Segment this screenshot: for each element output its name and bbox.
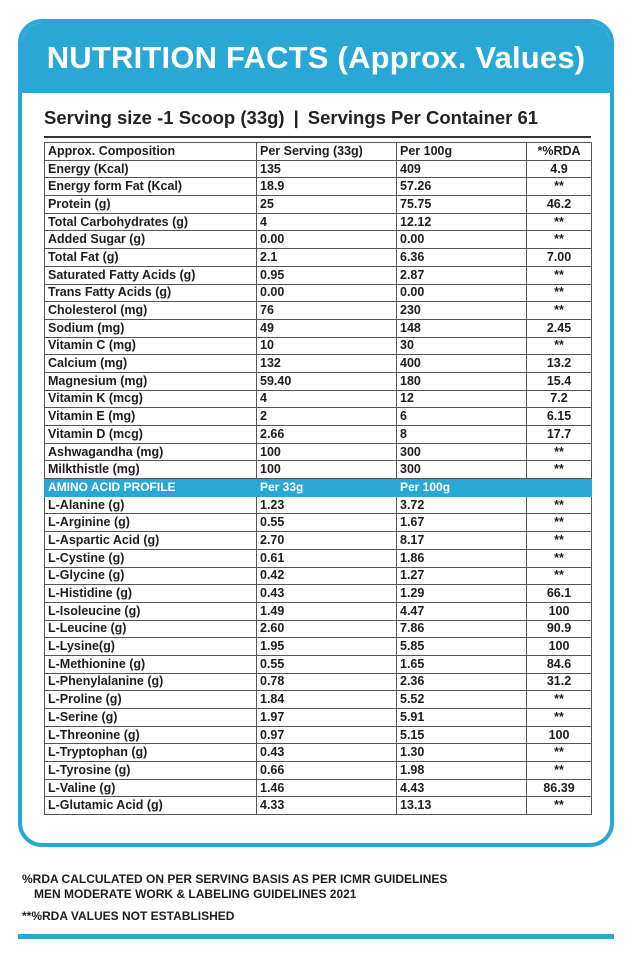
composition-cell: L-Glutamic Acid (g): [45, 797, 257, 815]
per-serving-cell: 2.60: [257, 620, 397, 638]
per-100g-cell: 6.36: [397, 249, 527, 267]
amino-acid-row: [45, 602, 592, 620]
per-serving-cell: 2.70: [257, 532, 397, 550]
composition-cell: Vitamin D (mcg): [45, 426, 257, 444]
rda-cell: **: [527, 567, 592, 585]
per-serving-cell: 4.33: [257, 797, 397, 815]
composition-cell: Protein (g): [45, 196, 257, 214]
composition-cell: Calcium (mg): [45, 355, 257, 373]
per-100g-cell: 148: [397, 319, 527, 337]
amino-acid-row: [45, 496, 592, 514]
per-serving-cell: 25: [257, 196, 397, 214]
amino-acid-row: [45, 726, 592, 744]
footnote-not-established: **%RDA VALUES NOT ESTABLISHED: [22, 909, 235, 923]
table-row: [45, 461, 592, 479]
composition-cell: L-Lysine(g): [45, 638, 257, 656]
rda-cell: **: [527, 797, 592, 815]
per-serving-cell: 135: [257, 160, 397, 178]
per-serving-cell: 18.9: [257, 178, 397, 196]
amino-acid-row: [45, 762, 592, 780]
table-row: [45, 213, 592, 231]
composition-cell: Total Carbohydrates (g): [45, 213, 257, 231]
rda-cell: 13.2: [527, 355, 592, 373]
composition-cell: L-Aspartic Acid (g): [45, 532, 257, 550]
rda-cell: **: [527, 744, 592, 762]
rda-cell: **: [527, 514, 592, 532]
rda-cell: **: [527, 284, 592, 302]
rda-cell: **: [527, 213, 592, 231]
composition-cell: L-Threonine (g): [45, 726, 257, 744]
per-100g-cell: 8.17: [397, 532, 527, 550]
rda-cell: **: [527, 762, 592, 780]
per-serving-cell: 0.97: [257, 726, 397, 744]
per-serving-cell: 132: [257, 355, 397, 373]
table-row: [45, 372, 592, 390]
per-100g-cell: 57.26: [397, 178, 527, 196]
per-serving-cell: 100: [257, 461, 397, 479]
per-serving-cell: 2: [257, 408, 397, 426]
per-100g-cell: 1.86: [397, 549, 527, 567]
per-serving-cell: 59.40: [257, 372, 397, 390]
table-header-row: [45, 143, 592, 161]
per-100g-cell: 400: [397, 355, 527, 373]
amino-acid-row: [45, 532, 592, 550]
composition-cell: L-Tyrosine (g): [45, 762, 257, 780]
rda-cell: **: [527, 443, 592, 461]
rda-cell: 31.2: [527, 673, 592, 691]
composition-cell: Total Fat (g): [45, 249, 257, 267]
per-serving-cell: 10: [257, 337, 397, 355]
rda-cell: 100: [527, 638, 592, 656]
table-row: [45, 249, 592, 267]
per-100g-cell: 12: [397, 390, 527, 408]
amino-acid-row: [45, 585, 592, 603]
composition-cell: L-Serine (g): [45, 709, 257, 727]
table-row: [45, 319, 592, 337]
per-100g-cell: 4.47: [397, 602, 527, 620]
table-row: [45, 355, 592, 373]
per-serving-cell: 0.43: [257, 744, 397, 762]
composition-cell: L-Valine (g): [45, 779, 257, 797]
table-row: [45, 426, 592, 444]
per-serving-cell: 1.46: [257, 779, 397, 797]
composition-cell: L-Tryptophan (g): [45, 744, 257, 762]
per-100g-cell: 5.85: [397, 638, 527, 656]
per-100g-cell: 1.98: [397, 762, 527, 780]
per-100g-cell: 5.91: [397, 709, 527, 727]
amino-acid-row: [45, 691, 592, 709]
per-100g-cell: 300: [397, 461, 527, 479]
composition-cell: L-Alanine (g): [45, 496, 257, 514]
amino-acid-row: [45, 709, 592, 727]
composition-cell: Trans Fatty Acids (g): [45, 284, 257, 302]
composition-cell: Magnesium (mg): [45, 372, 257, 390]
per-serving-cell: 2.66: [257, 426, 397, 444]
per-100g-cell: 300: [397, 443, 527, 461]
composition-cell: L-Arginine (g): [45, 514, 257, 532]
composition-cell: Cholesterol (mg): [45, 302, 257, 320]
rda-cell: 100: [527, 602, 592, 620]
table-row: [45, 178, 592, 196]
amino-acid-row: [45, 744, 592, 762]
composition-cell: Energy form Fat (Kcal): [45, 178, 257, 196]
amino-acid-row: [45, 655, 592, 673]
per-serving-cell: 1.49: [257, 602, 397, 620]
rda-cell: **: [527, 231, 592, 249]
per-serving-cell: 0.43: [257, 585, 397, 603]
per-100g-cell: 5.15: [397, 726, 527, 744]
composition-cell: Approx. Composition: [45, 143, 257, 161]
per-100g-cell: 4.43: [397, 779, 527, 797]
composition-cell: L-Cystine (g): [45, 549, 257, 567]
composition-cell: L-Phenylalanine (g): [45, 673, 257, 691]
per-100g-cell: 0.00: [397, 231, 527, 249]
rda-cell: **: [527, 266, 592, 284]
amino-acid-row: [45, 638, 592, 656]
composition-cell: L-Leucine (g): [45, 620, 257, 638]
composition-cell: Vitamin E (mg): [45, 408, 257, 426]
rda-cell: 17.7: [527, 426, 592, 444]
composition-cell: Milkthistle (mg): [45, 461, 257, 479]
page-title: NUTRITION FACTS (Approx. Values): [46, 40, 586, 75]
rda-cell: 4.9: [527, 160, 592, 178]
per-serving-cell: 4: [257, 390, 397, 408]
table-row: [45, 284, 592, 302]
per-serving-cell: 1.97: [257, 709, 397, 727]
rda-cell: 100: [527, 726, 592, 744]
composition-cell: Saturated Fatty Acids (g): [45, 266, 257, 284]
composition-cell: Ashwagandha (mg): [45, 443, 257, 461]
rda-cell: [527, 479, 592, 497]
rda-cell: **: [527, 709, 592, 727]
per-serving-cell: 49: [257, 319, 397, 337]
per-100g-cell: 8: [397, 426, 527, 444]
rda-cell: 66.1: [527, 585, 592, 603]
per-serving-cell: 0.78: [257, 673, 397, 691]
amino-acid-row: [45, 549, 592, 567]
per-serving-cell: 0.66: [257, 762, 397, 780]
composition-cell: L-Proline (g): [45, 691, 257, 709]
rda-cell: **: [527, 302, 592, 320]
per-serving-cell: 0.00: [257, 231, 397, 249]
rda-cell: **: [527, 496, 592, 514]
table-row: [45, 390, 592, 408]
per-serving-cell: 0.95: [257, 266, 397, 284]
per-serving-cell: 0.00: [257, 284, 397, 302]
rda-cell: 2.45: [527, 319, 592, 337]
per-100g-cell: Per 100g: [397, 143, 527, 161]
amino-acid-row: [45, 620, 592, 638]
serving-info: [44, 107, 538, 129]
per-100g-cell: 75.75: [397, 196, 527, 214]
per-100g-cell: 13.13: [397, 797, 527, 815]
per-serving-cell: 1.84: [257, 691, 397, 709]
amino-acid-row: [45, 514, 592, 532]
table-row: [45, 231, 592, 249]
rda-cell: 86.39: [527, 779, 592, 797]
servings-per-container: Servings Per Container 61: [307, 107, 539, 128]
per-100g-cell: 30: [397, 337, 527, 355]
amino-acid-row: [45, 673, 592, 691]
per-100g-cell: 1.67: [397, 514, 527, 532]
per-100g-cell: 1.27: [397, 567, 527, 585]
per-serving-cell: 0.42: [257, 567, 397, 585]
per-100g-cell: 180: [397, 372, 527, 390]
rda-cell: **: [527, 337, 592, 355]
composition-cell: Added Sugar (g): [45, 231, 257, 249]
title-banner: [22, 23, 610, 93]
per-serving-cell: Per 33g: [257, 479, 397, 497]
composition-cell: L-Glycine (g): [45, 567, 257, 585]
table-row: [45, 196, 592, 214]
serving-size: Serving size -1 Scoop (33g): [44, 107, 285, 128]
rda-cell: 6.15: [527, 408, 592, 426]
composition-cell: Energy (Kcal): [45, 160, 257, 178]
per-100g-cell: 2.36: [397, 673, 527, 691]
rda-cell: 84.6: [527, 655, 592, 673]
amino-acid-header-row: [45, 479, 592, 497]
amino-acid-row: [45, 797, 592, 815]
per-100g-cell: 0.00: [397, 284, 527, 302]
amino-acid-row: [45, 567, 592, 585]
serving-separator: |: [293, 107, 299, 128]
serving-divider: [44, 136, 591, 138]
per-serving-cell: 0.55: [257, 514, 397, 532]
per-100g-cell: 230: [397, 302, 527, 320]
per-100g-cell: Per 100g: [397, 479, 527, 497]
footnote-guidelines: MEN MODERATE WORK & LABELING GUIDELINES 2021: [34, 887, 357, 901]
rda-cell: 7.2: [527, 390, 592, 408]
composition-cell: Vitamin K (mcg): [45, 390, 257, 408]
composition-cell: Vitamin C (mg): [45, 337, 257, 355]
per-100g-cell: 12.12: [397, 213, 527, 231]
rda-cell: 7.00: [527, 249, 592, 267]
rda-cell: **: [527, 691, 592, 709]
per-serving-cell: 0.55: [257, 655, 397, 673]
table-row: [45, 443, 592, 461]
per-100g-cell: 5.52: [397, 691, 527, 709]
per-100g-cell: 1.30: [397, 744, 527, 762]
nutrition-table: [44, 142, 592, 815]
footnote-rda-basis: %RDA CALCULATED ON PER SERVING BASIS AS PER ICMR GUIDELINES: [22, 872, 448, 886]
bottom-accent-bar: [18, 934, 614, 939]
rda-cell: **: [527, 549, 592, 567]
per-serving-cell: 1.23: [257, 496, 397, 514]
per-100g-cell: 1.65: [397, 655, 527, 673]
per-serving-cell: 2.1: [257, 249, 397, 267]
per-serving-cell: 4: [257, 213, 397, 231]
nutrition-label-frame: [18, 19, 614, 847]
composition-cell: Sodium (mg): [45, 319, 257, 337]
per-100g-cell: 2.87: [397, 266, 527, 284]
per-100g-cell: 7.86: [397, 620, 527, 638]
table-row: [45, 408, 592, 426]
amino-acid-row: [45, 779, 592, 797]
per-serving-cell: 100: [257, 443, 397, 461]
per-100g-cell: 3.72: [397, 496, 527, 514]
rda-cell: **: [527, 532, 592, 550]
rda-cell: **: [527, 178, 592, 196]
table-row: [45, 302, 592, 320]
per-serving-cell: 0.61: [257, 549, 397, 567]
rda-cell: *%RDA: [527, 143, 592, 161]
composition-cell: L-Histidine (g): [45, 585, 257, 603]
per-100g-cell: 409: [397, 160, 527, 178]
composition-cell: AMINO ACID PROFILE: [45, 479, 257, 497]
per-100g-cell: 1.29: [397, 585, 527, 603]
per-serving-cell: 1.95: [257, 638, 397, 656]
table-row: [45, 337, 592, 355]
per-serving-cell: Per Serving (33g): [257, 143, 397, 161]
rda-cell: 90.9: [527, 620, 592, 638]
table-row: [45, 266, 592, 284]
composition-cell: L-Isoleucine (g): [45, 602, 257, 620]
table-row: [45, 160, 592, 178]
rda-cell: 15.4: [527, 372, 592, 390]
composition-cell: L-Methionine (g): [45, 655, 257, 673]
per-100g-cell: 6: [397, 408, 527, 426]
rda-cell: **: [527, 461, 592, 479]
rda-cell: 46.2: [527, 196, 592, 214]
per-serving-cell: 76: [257, 302, 397, 320]
